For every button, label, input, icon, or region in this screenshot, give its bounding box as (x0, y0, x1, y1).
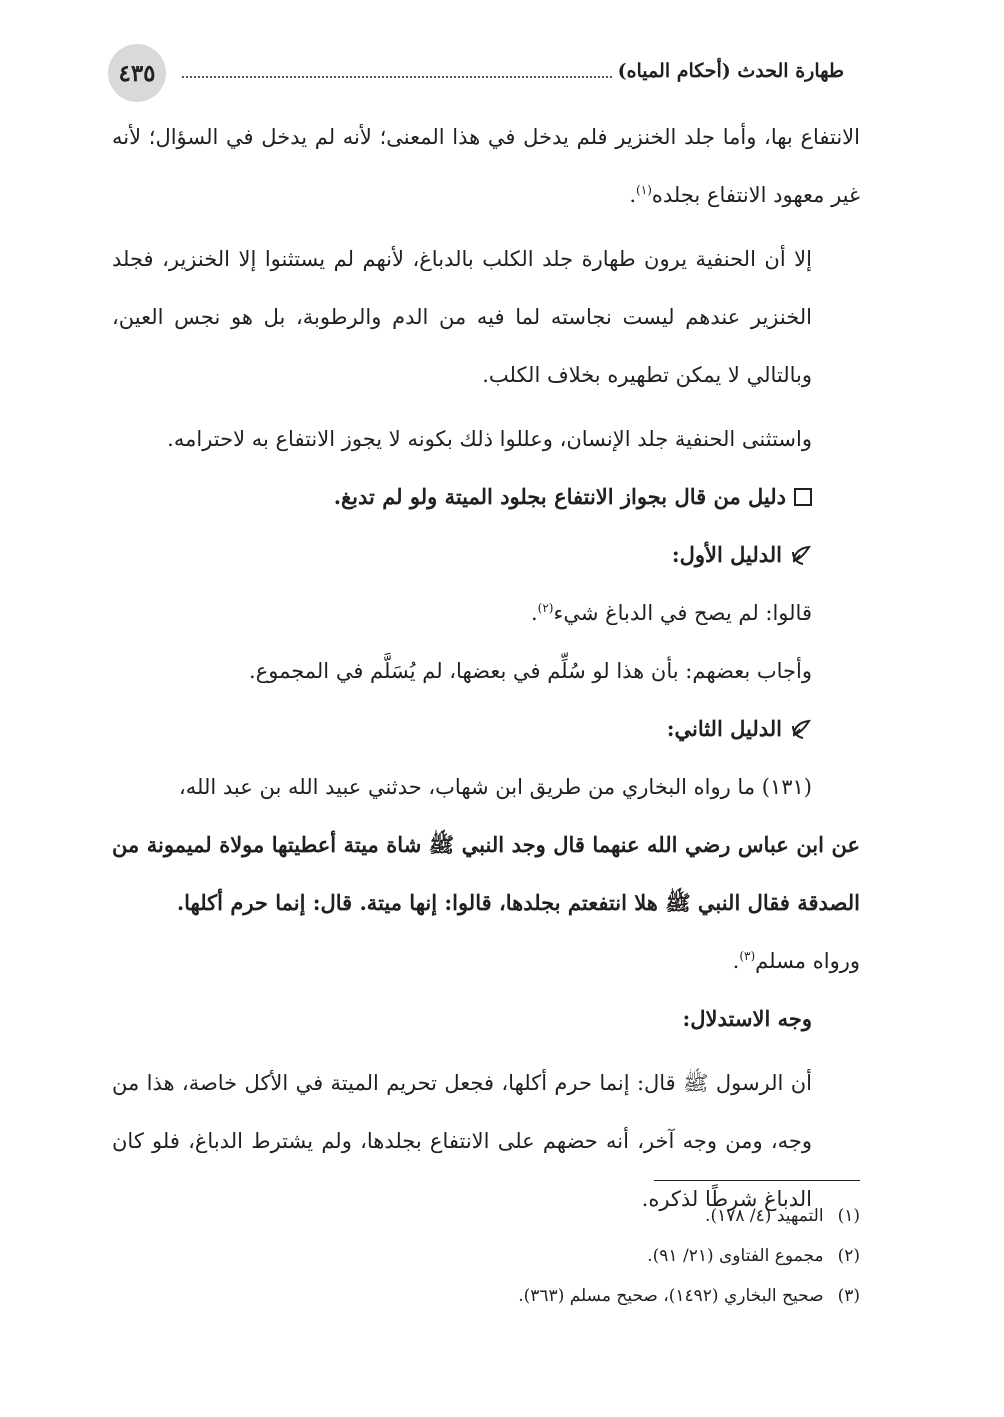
running-header-title: طهارة الحدث (أحكام المياه) (617, 60, 844, 82)
hadith-source-end: . (732, 949, 740, 973)
hadith-text: عن ابن عباس رضي الله عنهما قال وجد النبي ﷺ شاة ميتة أعطيتها مولاة لميمونة من الصدقة فقال النبي ﷺ هلا انتفعتم بجلدها، قالوا: إنها ميتة. قال: إنما حرم أكلها. (112, 832, 860, 915)
paragraph-continuation (112, 108, 860, 224)
evidence-1-heading (112, 526, 860, 584)
footnote-number: (٣) (837, 1286, 860, 1306)
footnote-text: التمهيد (٤/ ١٧٨). (705, 1206, 824, 1226)
running-header (176, 56, 844, 86)
evidence-1-reply: وأجاب بعضهم: بأن هذا لو سُلِّم في بعضها، لم يُسَلَّم في المجموع. (249, 659, 812, 683)
footnote-text: صحيح البخاري (١٤٩٢)، صحيح مسلم (٣٦٣). (518, 1286, 824, 1306)
evidence-1-statement: قالوا: لم يصح في الدباغ شيء (553, 601, 812, 625)
evidence-1-text (112, 584, 860, 642)
evidence-2-heading-text: الدليل الثاني: (666, 716, 782, 741)
footnote-ref-3[interactable]: (٣) (739, 949, 756, 963)
footnote-item (112, 1196, 860, 1236)
footnote-number: (١) (837, 1206, 860, 1226)
section-heading (112, 468, 860, 526)
hadith-source (112, 932, 860, 990)
footnote-ref-2[interactable]: (٢) (537, 601, 554, 615)
evidence-2-intro: (١٣١) ما رواه البخاري من طريق ابن شهاب، حدثني عبيد الله بن عبد الله، (179, 775, 812, 799)
page-number: ٤٣٥ (118, 59, 156, 87)
inference-paragraph: أن الرسول ﷺ قال: إنما حرم أكلها، فجعل تحريم الميتة في الأكل خاصة، هذا من وجه، ومن وجه آخر، أنه حضهم على الانتفاع بجلدها، ولم يشترط الدباغ، فلو كان الدباغ شرطًا لذكره. (112, 1071, 812, 1211)
inference-heading: وجه الاستدلال: (682, 1006, 812, 1031)
leaf-icon (790, 718, 812, 740)
footnote-text: مجموع الفتاوى (٢١/ ٩١). (647, 1246, 824, 1266)
leaf-icon (790, 544, 812, 566)
footnote-number: (٢) (837, 1246, 860, 1266)
page-number-badge (108, 44, 166, 102)
evidence-1-end: . (530, 601, 538, 625)
evidence-1-heading-text: الدليل الأول: (671, 542, 782, 567)
checkbox-icon (794, 488, 812, 506)
main-text (112, 108, 860, 1228)
header-dotted-leader (182, 76, 612, 78)
paragraph-text: الانتفاع بها، وأما جلد الخنزير فلم يدخل في هذا المعنى؛ لأنه لم يدخل في السؤال؛ لأنه غير معهود الانتفاع بجلده (112, 125, 860, 207)
section-heading-text: دليل من قال بجواز الانتفاع بجلود الميتة ولو لم تدبغ. (333, 484, 786, 509)
footnotes (112, 1196, 860, 1316)
footnote-ref-1[interactable]: (١) (636, 183, 652, 197)
paragraph-hanafi-dog-skin: إلا أن الحنفية يرون طهارة جلد الكلب بالدباغ، لأنهم لم يستثنوا إلا الخنزير، فجلد الخنزير عندهم ليست نجاسته لما فيه من الدم والرطوبة، بل هو نجس العين، وبالتالي لا يمكن تطهيره بخلاف الكلب. (112, 247, 812, 387)
footnote-item (112, 1276, 860, 1316)
footnote-item (112, 1236, 860, 1276)
paragraph-human-skin: واستثنى الحنفية جلد الإنسان، وعللوا ذلك بكونه لا يجوز الانتفاع به لاحترامه. (167, 427, 812, 451)
footnote-separator (654, 1180, 860, 1181)
paragraph-end: . (629, 183, 637, 207)
hadith-source-text: ورواه مسلم (755, 949, 860, 973)
evidence-2-heading (112, 700, 860, 758)
